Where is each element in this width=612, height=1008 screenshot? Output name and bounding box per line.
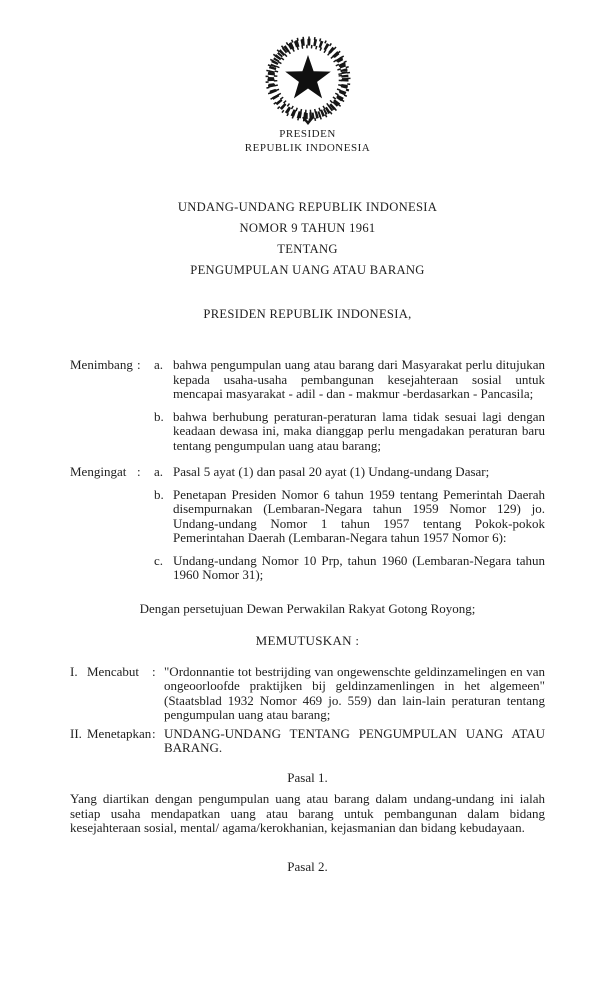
decision-label: Menetapkan xyxy=(87,725,152,741)
decision-text: UNDANG-UNDANG TENTANG PENGUMPULAN UANG ATAU BARANG. xyxy=(164,725,545,755)
decision-mencabut xyxy=(70,665,545,723)
agreement-line: Dengan persetujuan Dewan Perwakilan Rakyat Gotong Royong; xyxy=(139,600,476,616)
menimbang-item-a xyxy=(154,358,545,402)
decision-colon: : xyxy=(152,725,156,741)
item-marker: a. xyxy=(154,464,164,479)
pasal-1-body: Yang diartikan dengan pengumpulan uang atau barang dalam undang-undang ini ialah setiap usaha mendapatkan uang atau barang untuk pembangunan dalam bidang kesejahteraan sosial, mental/ agama/kerokhanian, kejasmanian dan bidang kebudayaan. xyxy=(70,791,545,835)
letterhead xyxy=(70,33,545,155)
title-line-nomor-tahun: NOMOR 9 TAHUN 1961 xyxy=(239,221,376,235)
document-title xyxy=(70,197,545,281)
mengingat-item-c xyxy=(154,554,545,583)
section-menimbang xyxy=(70,358,545,453)
star-in-wreath-emblem-icon xyxy=(70,33,545,125)
menimbang-items xyxy=(154,358,545,453)
mengingat-items xyxy=(154,465,545,583)
title-line-subject: PENGUMPULAN UANG ATAU BARANG xyxy=(190,263,425,277)
title-line-undang-undang: UNDANG-UNDANG REPUBLIK INDONESIA xyxy=(177,200,438,214)
item-text: Pasal 5 ayat (1) dan pasal 20 ayat (1) Undang-undang Dasar; xyxy=(173,464,490,479)
decision-numeral: II. xyxy=(70,725,82,741)
memutuskan-heading: MEMUTUSKAN : xyxy=(255,633,360,648)
item-marker: b. xyxy=(154,408,164,424)
menimbang-label: Menimbang xyxy=(70,357,133,372)
mengingat-item-a xyxy=(154,465,545,480)
menimbang-colon: : xyxy=(137,357,141,372)
title-line-tentang: TENTANG xyxy=(277,242,338,256)
mengingat-label: Mengingat xyxy=(70,464,127,479)
pasal-1-heading: Pasal 1. xyxy=(287,769,328,785)
item-text: Undang-undang Nomor 10 Prp, tahun 1960 (Lembaran-Negara tahun 1960 Nomor 31); xyxy=(173,552,545,582)
mengingat-colon: : xyxy=(137,464,141,479)
decision-numeral: I. xyxy=(70,663,78,679)
item-marker: c. xyxy=(154,552,164,568)
pasal-2-heading: Pasal 2. xyxy=(287,858,328,874)
decision-text: "Ordonnantie tot bestrijding van ongewenschte geldinzamelingen en van ongeoorloofde praktijken bij geldinzamenlingen in het algemeen" (Staatsblad 1932 Nomor 469 jo. 559) dan lain-lain peraturan tentang pengumpulan uang atau barang; xyxy=(164,663,545,722)
decision-colon: : xyxy=(152,663,156,679)
item-text: bahwa pengumpulan uang atau barang dari Masyarakat perlu ditujukan kepada usaha-usaha pembangunan kesejahteraan sosial untuk mencapai masyarakat - adil - dan - makmur -berdasarkan - Pancasila; xyxy=(173,357,545,401)
letterhead-republik-indonesia: REPUBLIK INDONESIA xyxy=(244,142,371,154)
item-marker: b. xyxy=(154,486,164,502)
salutation: PRESIDEN REPUBLIK INDONESIA, xyxy=(203,307,412,321)
menimbang-item-b xyxy=(154,410,545,454)
letterhead-presiden: PRESIDEN xyxy=(279,128,336,140)
item-text: Penetapan Presiden Nomor 6 tahun 1959 tentang Pemerintah Daerah disempurnakan (Lembaran-Negara tahun 1959 Nomor 129) jo. Undang-undang Nomor 1 tahun 1957 tentang Pokok-pokok Pemerintahan Daerah (Lembaran-Negara tahun 1957 Nomor 6): xyxy=(173,486,545,545)
mengingat-item-b xyxy=(154,488,545,546)
decision-menetapkan xyxy=(70,727,545,756)
item-text: bahwa berhubung peraturan-peraturan lama tidak sesuai lagi dengan keadaan dewasa ini, maka dianggap perlu mengadakan peraturan baru tentang pengumpulan uang atau barang; xyxy=(173,408,545,453)
section-mengingat xyxy=(70,465,545,583)
decision-label: Mencabut xyxy=(87,663,139,679)
item-marker: a. xyxy=(154,357,164,372)
